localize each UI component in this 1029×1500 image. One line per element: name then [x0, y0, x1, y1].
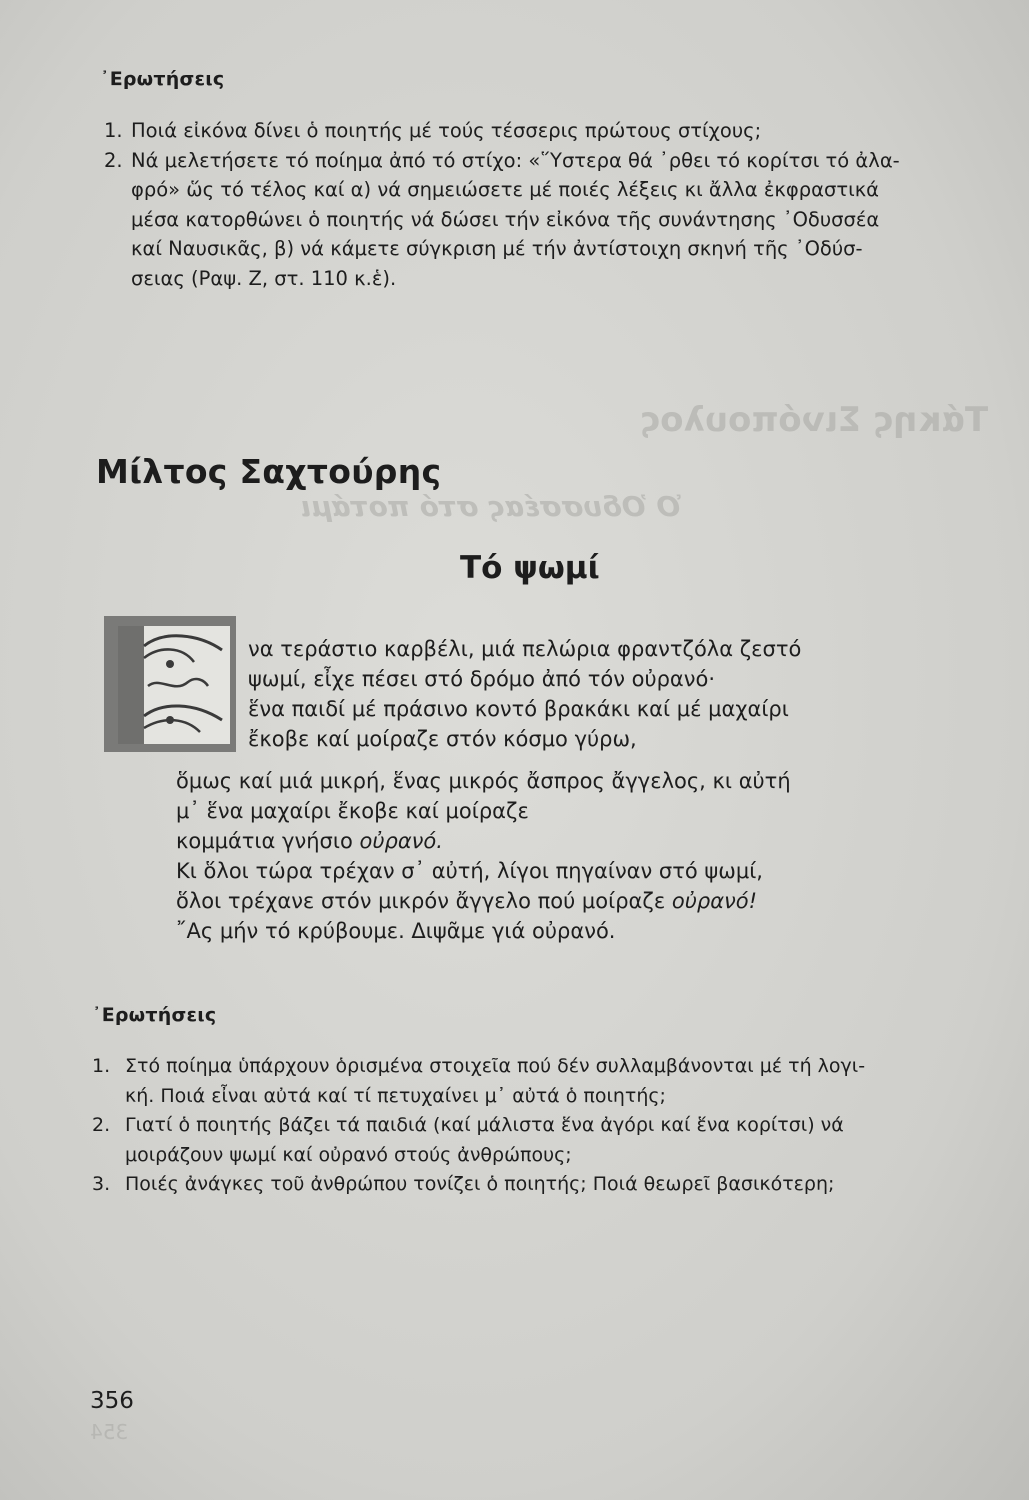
page-number: 356 — [90, 1388, 134, 1414]
dropcap-ornament-icon — [104, 616, 236, 752]
question-text-line: κή. Ποιά εἶναι αὐτά καί τί πετυχαίνει μ᾿ αὐτά ὁ ποιητής; — [125, 1084, 666, 1107]
poem-line-9 — [176, 886, 791, 916]
question-2-1 — [92, 1052, 972, 1111]
author-name: Μίλτος Σαχτούρης — [96, 452, 442, 491]
question-text-line: μέσα κατορθώνει ὁ ποιητής νά δώσει τήν εἰκόνα τῆς συνάντησης ᾿Οδυσσέα — [131, 207, 880, 231]
poem-italic-word: οὐρανό. — [359, 829, 443, 853]
question-number: 2. — [92, 1114, 111, 1136]
poem-line-9-text: ὅλοι τρέχανε στόν μικρόν ἄγγελο πού μοίραζε — [176, 889, 666, 913]
question-number: 3. — [92, 1173, 111, 1195]
question-number: 1. — [104, 119, 123, 142]
poem-remaining-lines — [176, 766, 791, 946]
questions-heading-1: ᾿Ερωτήσεις — [100, 68, 225, 90]
question-number: 2. — [104, 148, 123, 172]
questions-list-2 — [92, 1052, 972, 1200]
question-text-line: καί Ναυσικᾶς, β) νά κάμετε σύγκριση μέ τήν ἀντίστοιχη σκηνή τῆς ᾿Οδύσ- — [131, 237, 863, 260]
question-text-line: Στό ποίημα ὑπάρχουν ὁρισμένα στοιχεῖα πού δέν συλλαμβάνονται μέ τή λογι- — [125, 1055, 866, 1077]
question-text-line: Νά μελετήσετε τό ποίημα ἀπό τό στίχο: «῞Υστερα θά ᾿ρθει τό κορίτσι τό ἀλα- — [131, 148, 900, 172]
poem-line-10: ῎Ας μήν τό κρύβουμε. Διψᾶμε γιά οὐρανό. — [176, 919, 616, 943]
question-2-3 — [92, 1170, 972, 1200]
poem-line-8: Κι ὅλοι τώρα τρέχαν σ᾿ αὐτή, λίγοι πηγαίναν στό ψωμί, — [176, 859, 763, 883]
question-text-line: σειας (Ραψ. Ζ, στ. 110 κ.ἑ). — [131, 266, 397, 290]
poem-line-2: ψωμί, εἶχε πέσει στό δρόμο ἀπό τόν οὐρανό· — [248, 667, 716, 691]
dropcap-letter-e — [104, 616, 236, 752]
poem-line-4: ἔκοβε καί μοίραζε στόν κόσμο γύρω, — [248, 727, 637, 751]
bleed-through-page-number: 354 — [90, 1420, 129, 1444]
question-text-line: Ποιές ἀνάγκες τοῦ ἀνθρώπου τονίζει ὁ ποιητής; Ποιά θεωρεῖ βασικότερη; — [125, 1173, 835, 1195]
poem-line-3: ἕνα παιδί μέ πράσινο κοντό βρακάκι καί μέ μαχαίρι — [248, 697, 789, 721]
question-1-2 — [104, 146, 964, 294]
poem-opening-lines — [248, 634, 801, 754]
bleed-through-title: Τάκης Σινόπουλος — [640, 400, 989, 440]
questions-heading-2: ᾿Ερωτήσεις — [92, 1004, 217, 1026]
poem-line-1: να τεράστιο καρβέλι, μιά πελώρια φραντζόλα ζεστό — [248, 637, 802, 661]
poem-italic-word: οὐρανό! — [671, 889, 758, 913]
poem-line-7-text: κομμάτια γνήσιο — [176, 829, 353, 853]
poem-line-6: μ᾿ ἕνα μαχαίρι ἔκοβε καί μοίραζε — [176, 799, 529, 823]
bleed-through-subtitle: Ὁ Ὀδυσσέας στό ποτάμι — [300, 490, 683, 523]
question-number: 1. — [92, 1055, 111, 1077]
question-1-1 — [104, 116, 964, 146]
questions-list-1 — [104, 116, 964, 293]
poem-line-5: ὅμως καί μιά μικρή, ἕνας μικρός ἄσπρος ἄγγελος, κι αὐτή — [176, 769, 791, 793]
question-text-line: φρό» ὥς τό τέλος καί α) νά σημειώσετε μέ ποιές λέξεις κι ἄλλα ἐκφραστικά — [131, 178, 880, 201]
question-2-2 — [92, 1111, 972, 1170]
question-text: Ποιά εἰκόνα δίνει ὁ ποιητής μέ τούς τέσσερις πρώτους στίχους; — [131, 119, 762, 142]
question-text-line: μοιράζουν ψωμί καί οὐρανό στούς ἀνθρώπους; — [125, 1143, 572, 1166]
question-text-line: Γιατί ὁ ποιητής βάζει τά παιδιά (καί μάλιστα ἕνα ἀγόρι καί ἕνα κορίτσι) νά — [125, 1114, 844, 1136]
poem-title: Τό ψωμί — [460, 550, 600, 586]
poem-line-7 — [176, 826, 791, 856]
